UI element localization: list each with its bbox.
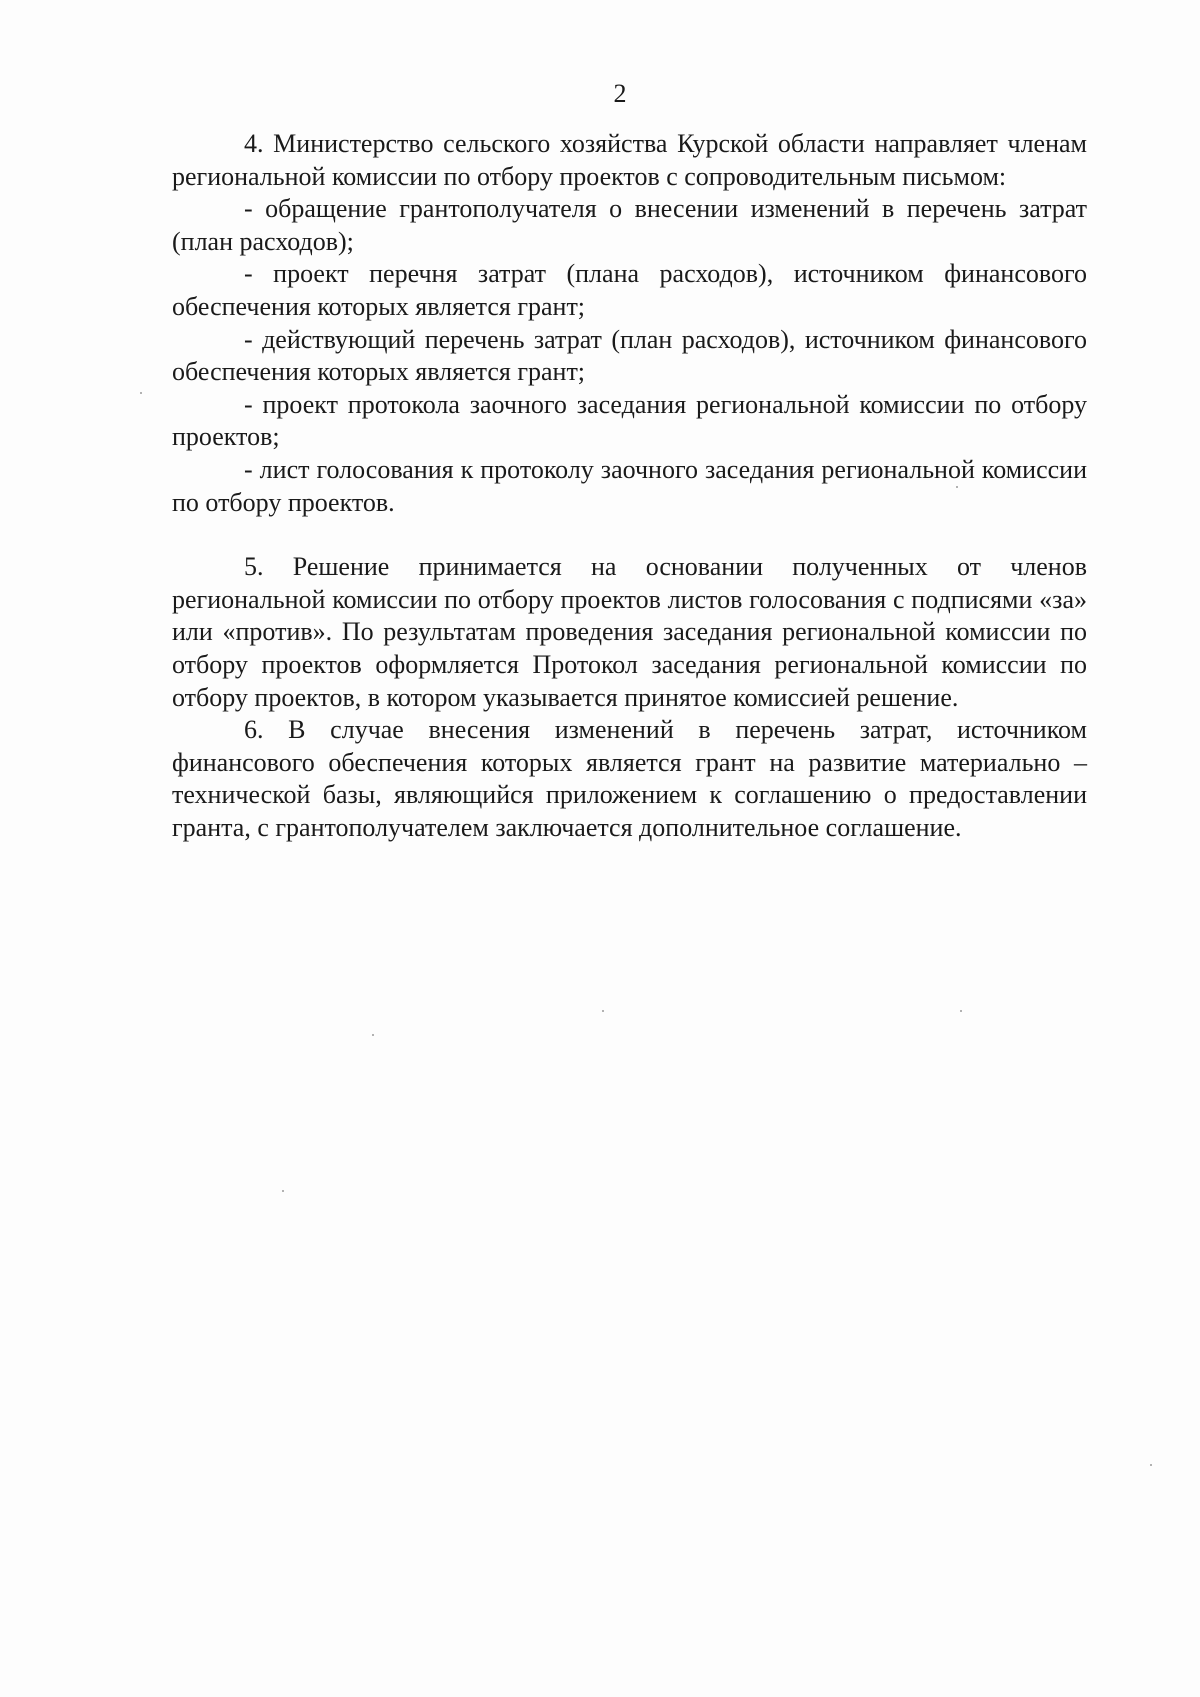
list-item: - обращение грантополучателя о внесении изменений в перечень затрат (план расходов); <box>172 194 1087 256</box>
list-item: - действующий перечень затрат (план расходов), источником финансового обеспечения которых является грант; <box>172 324 1087 387</box>
paragraph-5: 5. Решение принимается на основании полученных от членов региональной комиссии по отбору проектов листов голосования с подписями «за» или «против». По результатам проведения заседания региональной комиссии по отбору проектов оформляется Протокол заседания региональной комиссии по отбору проектов, в котором указывается принятое комиссией решение. <box>172 552 1087 712</box>
list-item: - проект перечня затрат (плана расходов), источником финансового обеспечения которых является грант; <box>172 259 1087 321</box>
scan-speck <box>282 1190 284 1192</box>
paragraph-gap <box>172 519 1087 551</box>
scan-speck <box>956 486 958 488</box>
list-item: - лист голосования к протоколу заочного заседания региональной комиссии по отбору проектов. <box>172 454 1087 517</box>
document-body <box>172 128 1087 844</box>
scan-speck <box>1150 1464 1152 1466</box>
page-number: 2 <box>613 79 627 108</box>
scan-speck <box>960 1010 962 1012</box>
scan-speck <box>140 392 142 394</box>
scan-speck <box>602 1010 604 1012</box>
paragraph-6: 6. В случае внесения изменений в перечень затрат, источником финансового обеспечения которых является грант на развитие материально – технической базы, являющийся приложением к соглашению о предоставлении гранта, с грантополучателем заключается дополнительное соглашение. <box>172 715 1087 842</box>
list-item: - проект протокола заочного заседания региональной комиссии по отбору проектов; <box>172 389 1087 452</box>
paragraph-4-intro: 4. Министерство сельского хозяйства Курской области направляет членам региональной комиссии по отбору проектов с сопроводительным письмом: <box>172 129 1087 191</box>
scan-speck <box>372 1034 374 1036</box>
